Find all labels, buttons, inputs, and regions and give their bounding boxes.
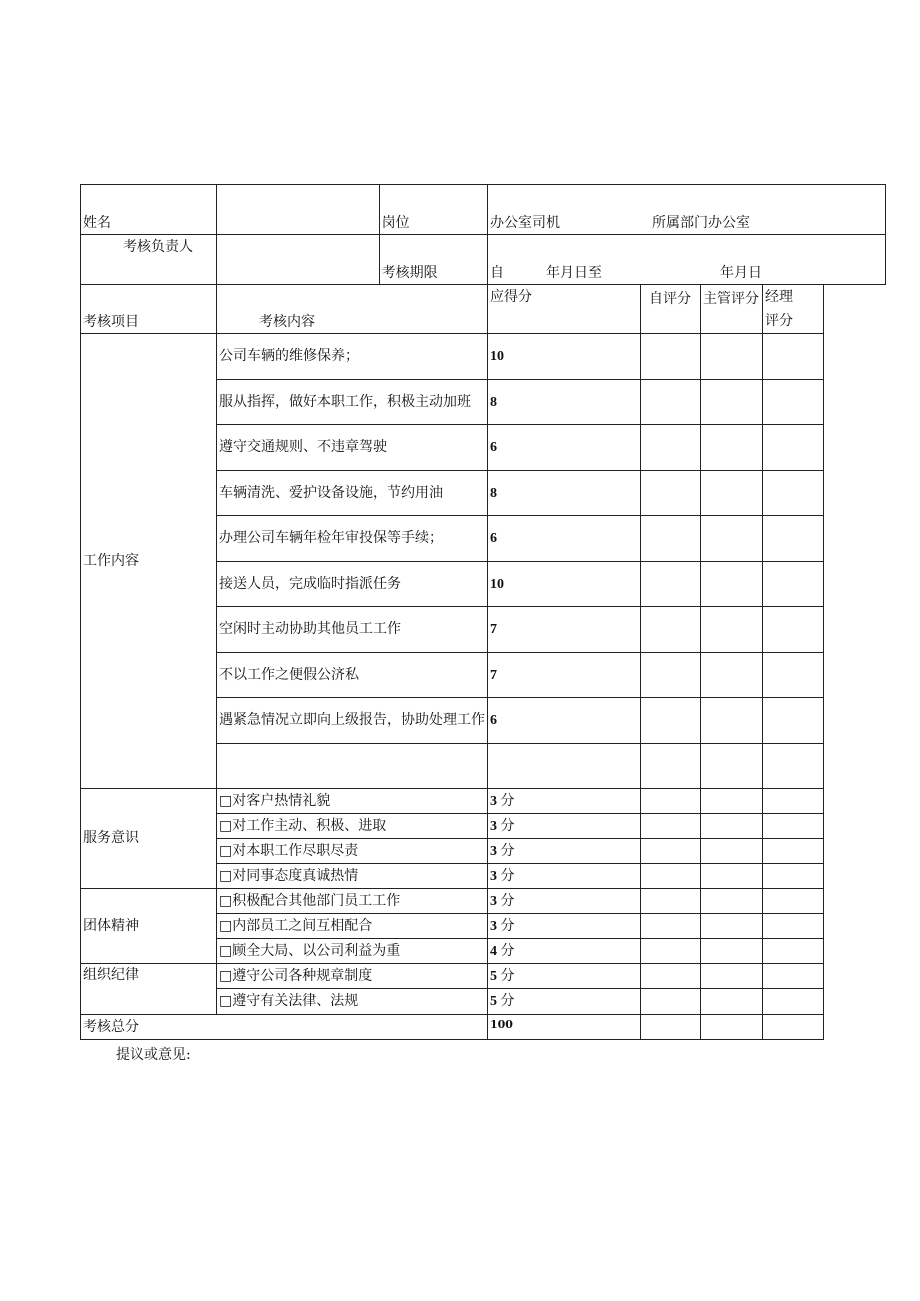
work-content xyxy=(217,744,488,789)
total-row xyxy=(81,1015,886,1040)
self-score-cell[interactable] xyxy=(641,914,701,939)
gm-score-cell[interactable] xyxy=(763,562,824,607)
row-reviewer-period xyxy=(81,235,886,285)
col-gm xyxy=(763,285,824,334)
period-end: 年月日 xyxy=(720,265,762,281)
score-value: 3 xyxy=(490,843,497,859)
manager-score-cell[interactable] xyxy=(701,698,763,744)
self-score-cell[interactable] xyxy=(641,864,701,889)
name-field[interactable] xyxy=(217,185,380,235)
manager-score-cell[interactable] xyxy=(701,471,763,516)
manager-score-cell[interactable] xyxy=(701,607,763,653)
team-content[interactable]: □内部员工之间互相配合 xyxy=(217,914,488,939)
self-score-cell[interactable] xyxy=(641,1015,701,1040)
self-score-cell[interactable] xyxy=(641,889,701,914)
gm-score-cell[interactable] xyxy=(763,839,824,864)
service-score xyxy=(488,864,641,889)
manager-score-cell[interactable] xyxy=(701,864,763,889)
manager-score-cell[interactable] xyxy=(701,653,763,698)
gm-score-cell[interactable] xyxy=(763,789,824,814)
score-value: 3 xyxy=(490,893,497,909)
team-content[interactable]: □顾全大局、以公司利益为重 xyxy=(217,939,488,964)
col-standard: 应得分 xyxy=(488,285,641,334)
manager-score-cell[interactable] xyxy=(701,516,763,562)
work-score: 8 xyxy=(488,471,641,516)
score-unit: 分 xyxy=(500,967,515,984)
score-value: 3 xyxy=(490,818,497,834)
section-discipline-label: 组织纪律 xyxy=(81,964,217,1015)
post-dept-cell xyxy=(488,185,886,235)
section-team-label: 团体精神 xyxy=(81,889,217,964)
remark-label: 提议或意见: xyxy=(116,1047,191,1063)
gm-score-cell[interactable] xyxy=(763,380,824,425)
col-manager: 主管评分 xyxy=(701,285,763,334)
table-row xyxy=(81,964,886,989)
work-content: 不以工作之便假公济私 xyxy=(217,653,488,698)
work-score: 6 xyxy=(488,425,641,471)
gm-score-cell[interactable] xyxy=(763,698,824,744)
score-unit: 分 xyxy=(500,792,515,809)
name-label: 姓名 xyxy=(81,185,217,235)
team-content[interactable]: □积极配合其他部门员工工作 xyxy=(217,889,488,914)
work-score: 10 xyxy=(488,562,641,607)
manager-score-cell[interactable] xyxy=(701,1015,763,1040)
manager-score-cell[interactable] xyxy=(701,562,763,607)
col-self: 自评分 xyxy=(641,285,701,334)
gm-score-cell[interactable] xyxy=(763,607,824,653)
work-score: 6 xyxy=(488,516,641,562)
self-score-cell[interactable] xyxy=(641,789,701,814)
col-item: 考核项目 xyxy=(81,285,217,334)
gm-score-cell[interactable] xyxy=(763,744,824,789)
work-score xyxy=(488,744,641,789)
score-value: 5 xyxy=(490,968,497,984)
service-content[interactable]: □对工作主动、积极、进取 xyxy=(217,814,488,839)
score-unit: 分 xyxy=(500,867,515,884)
total-score: 100 xyxy=(488,1015,641,1040)
manager-score-cell[interactable] xyxy=(701,814,763,839)
gm-score-cell[interactable] xyxy=(763,939,824,964)
period-from: 自 xyxy=(490,265,504,281)
manager-score-cell[interactable] xyxy=(701,789,763,814)
manager-score-cell[interactable] xyxy=(701,839,763,864)
score-value: 4 xyxy=(490,943,497,959)
gm-score-cell[interactable] xyxy=(763,334,824,380)
self-score-cell[interactable] xyxy=(641,562,701,607)
post-label: 岗位 xyxy=(379,185,487,235)
gm-score-cell[interactable] xyxy=(763,471,824,516)
work-content: 公司车辆的维修保养； xyxy=(217,334,488,380)
table-row xyxy=(81,889,886,914)
gm-score-cell[interactable] xyxy=(763,653,824,698)
self-score-cell[interactable] xyxy=(641,939,701,964)
manager-score-cell[interactable] xyxy=(701,939,763,964)
manager-score-cell[interactable] xyxy=(701,380,763,425)
gm-score-cell[interactable] xyxy=(763,814,824,839)
self-score-cell[interactable] xyxy=(641,471,701,516)
score-unit: 分 xyxy=(500,817,515,834)
row-name-post xyxy=(81,185,886,235)
self-score-cell[interactable] xyxy=(641,698,701,744)
gm-score-cell[interactable] xyxy=(763,425,824,471)
gm-score-cell[interactable] xyxy=(763,989,824,1015)
score-value: 3 xyxy=(490,918,497,934)
gm-score-cell[interactable] xyxy=(763,964,824,989)
manager-score-cell[interactable] xyxy=(701,334,763,380)
service-content[interactable]: □对同事态度真诚热情 xyxy=(217,864,488,889)
score-unit: 分 xyxy=(500,942,515,959)
manager-score-cell[interactable] xyxy=(701,425,763,471)
self-score-cell[interactable] xyxy=(641,989,701,1015)
self-score-cell[interactable] xyxy=(641,814,701,839)
service-score xyxy=(488,814,641,839)
manager-score-cell[interactable] xyxy=(701,964,763,989)
reviewer-field[interactable] xyxy=(217,235,380,285)
period-mid: 年月日至 xyxy=(546,265,602,281)
work-content: 遇紧急情况立即向上级报告，协助处理工作 xyxy=(217,698,488,744)
column-header-row xyxy=(81,285,886,334)
post-value[interactable]: 办公室司机 xyxy=(490,215,560,231)
period-cell[interactable] xyxy=(488,235,886,285)
col-gm-line2: 评分 xyxy=(765,313,793,329)
dept-label: 所属部门 xyxy=(652,215,708,231)
manager-score-cell[interactable] xyxy=(701,989,763,1015)
self-score-cell[interactable] xyxy=(641,516,701,562)
manager-score-cell[interactable] xyxy=(701,914,763,939)
service-content[interactable]: □对客户热情礼貌 xyxy=(217,789,488,814)
col-gm-line1: 经理 xyxy=(765,289,793,305)
self-score-cell[interactable] xyxy=(641,839,701,864)
score-unit: 分 xyxy=(500,842,515,859)
total-label: 考核总分 xyxy=(81,1015,488,1040)
score-unit: 分 xyxy=(500,917,515,934)
self-score-cell[interactable] xyxy=(641,334,701,380)
manager-score-cell[interactable] xyxy=(701,744,763,789)
score-value: 3 xyxy=(490,868,497,884)
reviewer-label: 考核负责人 xyxy=(81,235,217,285)
self-score-cell[interactable] xyxy=(641,964,701,989)
assessment-form xyxy=(80,184,886,1040)
gm-score-cell[interactable] xyxy=(763,889,824,914)
work-content: 服从指挥，做好本职工作，积极主动加班 xyxy=(217,380,488,425)
discipline-content[interactable]: □遵守公司各种规章制度 xyxy=(217,964,488,989)
work-score: 7 xyxy=(488,653,641,698)
score-unit: 分 xyxy=(500,892,515,909)
team-score xyxy=(488,939,641,964)
discipline-content[interactable]: □遵守有关法律、法规 xyxy=(217,989,488,1015)
dept-value[interactable]: 办公室 xyxy=(708,215,750,231)
self-score-cell[interactable] xyxy=(641,425,701,471)
self-score-cell[interactable] xyxy=(641,744,701,789)
gm-score-cell[interactable] xyxy=(763,1015,824,1040)
work-content: 车辆清洗、爱护设备设施，节约用油 xyxy=(217,471,488,516)
discipline-score xyxy=(488,964,641,989)
discipline-score xyxy=(488,989,641,1015)
service-score xyxy=(488,839,641,864)
team-score xyxy=(488,889,641,914)
service-content[interactable]: □对本职工作尽职尽责 xyxy=(217,839,488,864)
work-score: 10 xyxy=(488,334,641,380)
self-score-cell[interactable] xyxy=(641,653,701,698)
score-value: 5 xyxy=(490,994,497,1009)
gm-score-cell[interactable] xyxy=(763,516,824,562)
self-score-cell[interactable] xyxy=(641,380,701,425)
work-content: 遵守交通规则、不违章驾驶 xyxy=(217,425,488,471)
team-score xyxy=(488,914,641,939)
service-score xyxy=(488,789,641,814)
section-work-label: 工作内容 xyxy=(81,334,217,789)
work-content: 接送人员，完成临时指派任务 xyxy=(217,562,488,607)
gm-score-cell[interactable] xyxy=(763,864,824,889)
work-content: 空闲时主动协助其他员工工作 xyxy=(217,607,488,653)
gm-score-cell[interactable] xyxy=(763,914,824,939)
table-row xyxy=(81,334,886,380)
score-value: 3 xyxy=(490,793,497,809)
col-content: 考核内容 xyxy=(217,285,488,334)
table-row xyxy=(81,789,886,814)
score-unit: 分 xyxy=(500,993,515,1009)
work-content: 办理公司车辆年检年审投保等手续； xyxy=(217,516,488,562)
work-score: 8 xyxy=(488,380,641,425)
work-score: 7 xyxy=(488,607,641,653)
manager-score-cell[interactable] xyxy=(701,889,763,914)
period-label: 考核期限 xyxy=(379,235,487,285)
self-score-cell[interactable] xyxy=(641,607,701,653)
section-service-label: 服务意识 xyxy=(81,789,217,889)
work-score: 6 xyxy=(488,698,641,744)
